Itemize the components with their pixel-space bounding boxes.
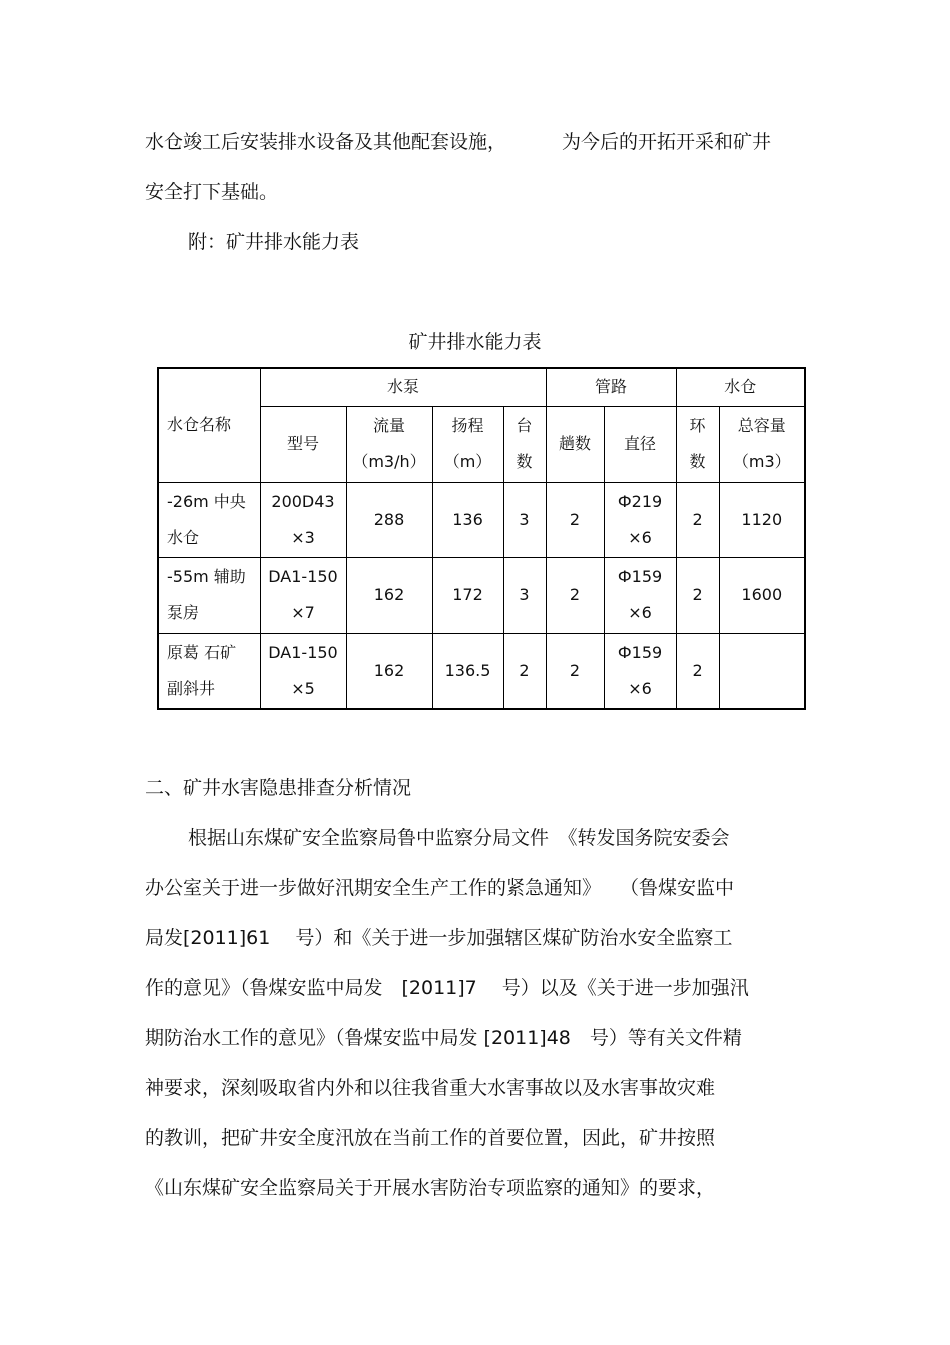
row-capacity: 1600 bbox=[719, 557, 805, 633]
row-head: 136.5 bbox=[432, 633, 503, 709]
header-diameter: 直径 bbox=[604, 406, 676, 482]
row-sump-name-line-2: 水仓 bbox=[167, 527, 200, 547]
row-diameter-line-1: Ф159 bbox=[617, 567, 663, 586]
body-line: 的教训，把矿井安全度汛放在当前工作的首要位置，因此，矿井按照 bbox=[145, 1127, 716, 1149]
row-diameter-line-1: Ф219 bbox=[617, 491, 663, 511]
row-capacity: 1120 bbox=[719, 482, 805, 557]
row-diameter-line-2: ×6 bbox=[628, 603, 652, 622]
row-head: 136 bbox=[432, 482, 503, 557]
row-count: 3 bbox=[503, 482, 546, 557]
header-pump-group: 水泵 bbox=[260, 368, 546, 406]
row-count: 3 bbox=[503, 557, 546, 633]
header-capacity bbox=[719, 406, 805, 482]
header-sump-group: 水仓 bbox=[676, 368, 805, 406]
row-sump-name-line-2: 泵房 bbox=[167, 603, 200, 622]
appendix-line: 附：矿井排水能力表 bbox=[188, 231, 360, 253]
row-sump-name-line-1: -55m 辅助 bbox=[167, 567, 246, 586]
row-head: 172 bbox=[432, 557, 503, 633]
header-sump-name: 水仓名称 bbox=[158, 368, 260, 482]
row-model-line-1: DA1-150 bbox=[268, 642, 338, 662]
row-sump-name bbox=[158, 482, 260, 557]
row-pipes: 2 bbox=[546, 633, 604, 709]
header-capacity-unit: （m3） bbox=[732, 452, 791, 471]
header-count-line-2: 数 bbox=[516, 452, 533, 471]
row-rings: 2 bbox=[676, 482, 719, 557]
row-model-line-2: ×5 bbox=[291, 678, 315, 698]
row-pipes: 2 bbox=[546, 482, 604, 557]
row-diameter-line-1: Ф159 bbox=[617, 642, 663, 662]
row-count: 2 bbox=[503, 633, 546, 709]
row-diameter-line-2: ×6 bbox=[628, 678, 652, 698]
header-count bbox=[503, 406, 546, 482]
row-sump-name bbox=[158, 557, 260, 633]
header-flow bbox=[346, 406, 432, 482]
row-diameter bbox=[604, 633, 676, 709]
row-diameter bbox=[604, 482, 676, 557]
row-flow: 162 bbox=[346, 557, 432, 633]
row-flow: 162 bbox=[346, 633, 432, 709]
table-header-row-1 bbox=[158, 368, 805, 406]
body-line: 局发[2011]61 号）和《关于进一步加强辖区煤矿防治水安全监察工 bbox=[145, 927, 733, 949]
row-model bbox=[260, 633, 346, 709]
row-rings: 2 bbox=[676, 557, 719, 633]
row-pipes: 2 bbox=[546, 557, 604, 633]
section-heading: 二、矿井水害隐患排查分析情况 bbox=[145, 777, 412, 799]
paragraph-line-1a: 水仓竣工后安装排水设备及其他配套设施， bbox=[145, 131, 507, 153]
header-count-line-1: 台 bbox=[516, 416, 533, 435]
row-model-line-2: ×7 bbox=[291, 603, 315, 622]
row-model bbox=[260, 482, 346, 557]
header-flow-label: 流量 bbox=[372, 416, 405, 435]
header-head-unit: （m） bbox=[443, 452, 492, 471]
row-capacity bbox=[719, 633, 805, 709]
table-row bbox=[158, 557, 805, 633]
header-rings-line-2: 数 bbox=[689, 452, 706, 471]
row-rings: 2 bbox=[676, 633, 719, 709]
header-rings bbox=[676, 406, 719, 482]
header-flow-unit: （m3/h） bbox=[352, 452, 426, 471]
row-model-line-1: DA1-150 bbox=[268, 567, 338, 586]
body-line: 根据山东煤矿安全监察局鲁中监察分局文件 《转发国务院安委会 bbox=[188, 827, 730, 849]
paragraph-line-1b: 为今后的开拓开采和矿井 bbox=[562, 131, 772, 153]
header-model: 型号 bbox=[260, 406, 346, 482]
row-model-line-2: ×3 bbox=[291, 527, 315, 547]
drainage-capacity-table bbox=[157, 367, 806, 710]
header-head-label: 扬程 bbox=[451, 416, 484, 435]
body-line: 办公室关于进一步做好汛期安全生产工作的紧急通知》 （鲁煤安监中 bbox=[145, 877, 735, 899]
table-title: 矿井排水能力表 bbox=[408, 331, 542, 353]
row-diameter bbox=[604, 557, 676, 633]
row-sump-name-line-2: 副斜井 bbox=[167, 678, 216, 698]
row-flow: 288 bbox=[346, 482, 432, 557]
body-line: 神要求，深刻吸取省内外和以往我省重大水害事故以及水害事故灾难 bbox=[145, 1077, 716, 1099]
body-line: 作的意见》（鲁煤安监中局发 [2011]7 号）以及《关于进一步加强汛 bbox=[145, 977, 749, 999]
row-diameter-line-2: ×6 bbox=[628, 527, 652, 547]
row-sump-name bbox=[158, 633, 260, 709]
header-pipe-group: 管路 bbox=[546, 368, 676, 406]
row-sump-name-line-1: 原葛 石矿 bbox=[167, 642, 237, 662]
body-line: 期防治水工作的意见》（鲁煤安监中局发 [2011]48 号）等有关文件精 bbox=[145, 1027, 742, 1049]
body-line: 《山东煤矿安全监察局关于开展水害防治专项监察的通知》的要求， bbox=[145, 1177, 716, 1199]
header-head bbox=[432, 406, 503, 482]
row-model-line-1: 200D43 bbox=[271, 491, 335, 511]
row-model bbox=[260, 557, 346, 633]
paragraph-line-2: 安全打下基础。 bbox=[145, 181, 279, 203]
header-pipes: 趟数 bbox=[546, 406, 604, 482]
table-row bbox=[158, 482, 805, 557]
table-row bbox=[158, 633, 805, 709]
header-capacity-label: 总容量 bbox=[737, 416, 786, 435]
header-rings-line-1: 环 bbox=[689, 416, 706, 435]
row-sump-name-line-1: -26m 中央 bbox=[167, 491, 246, 511]
